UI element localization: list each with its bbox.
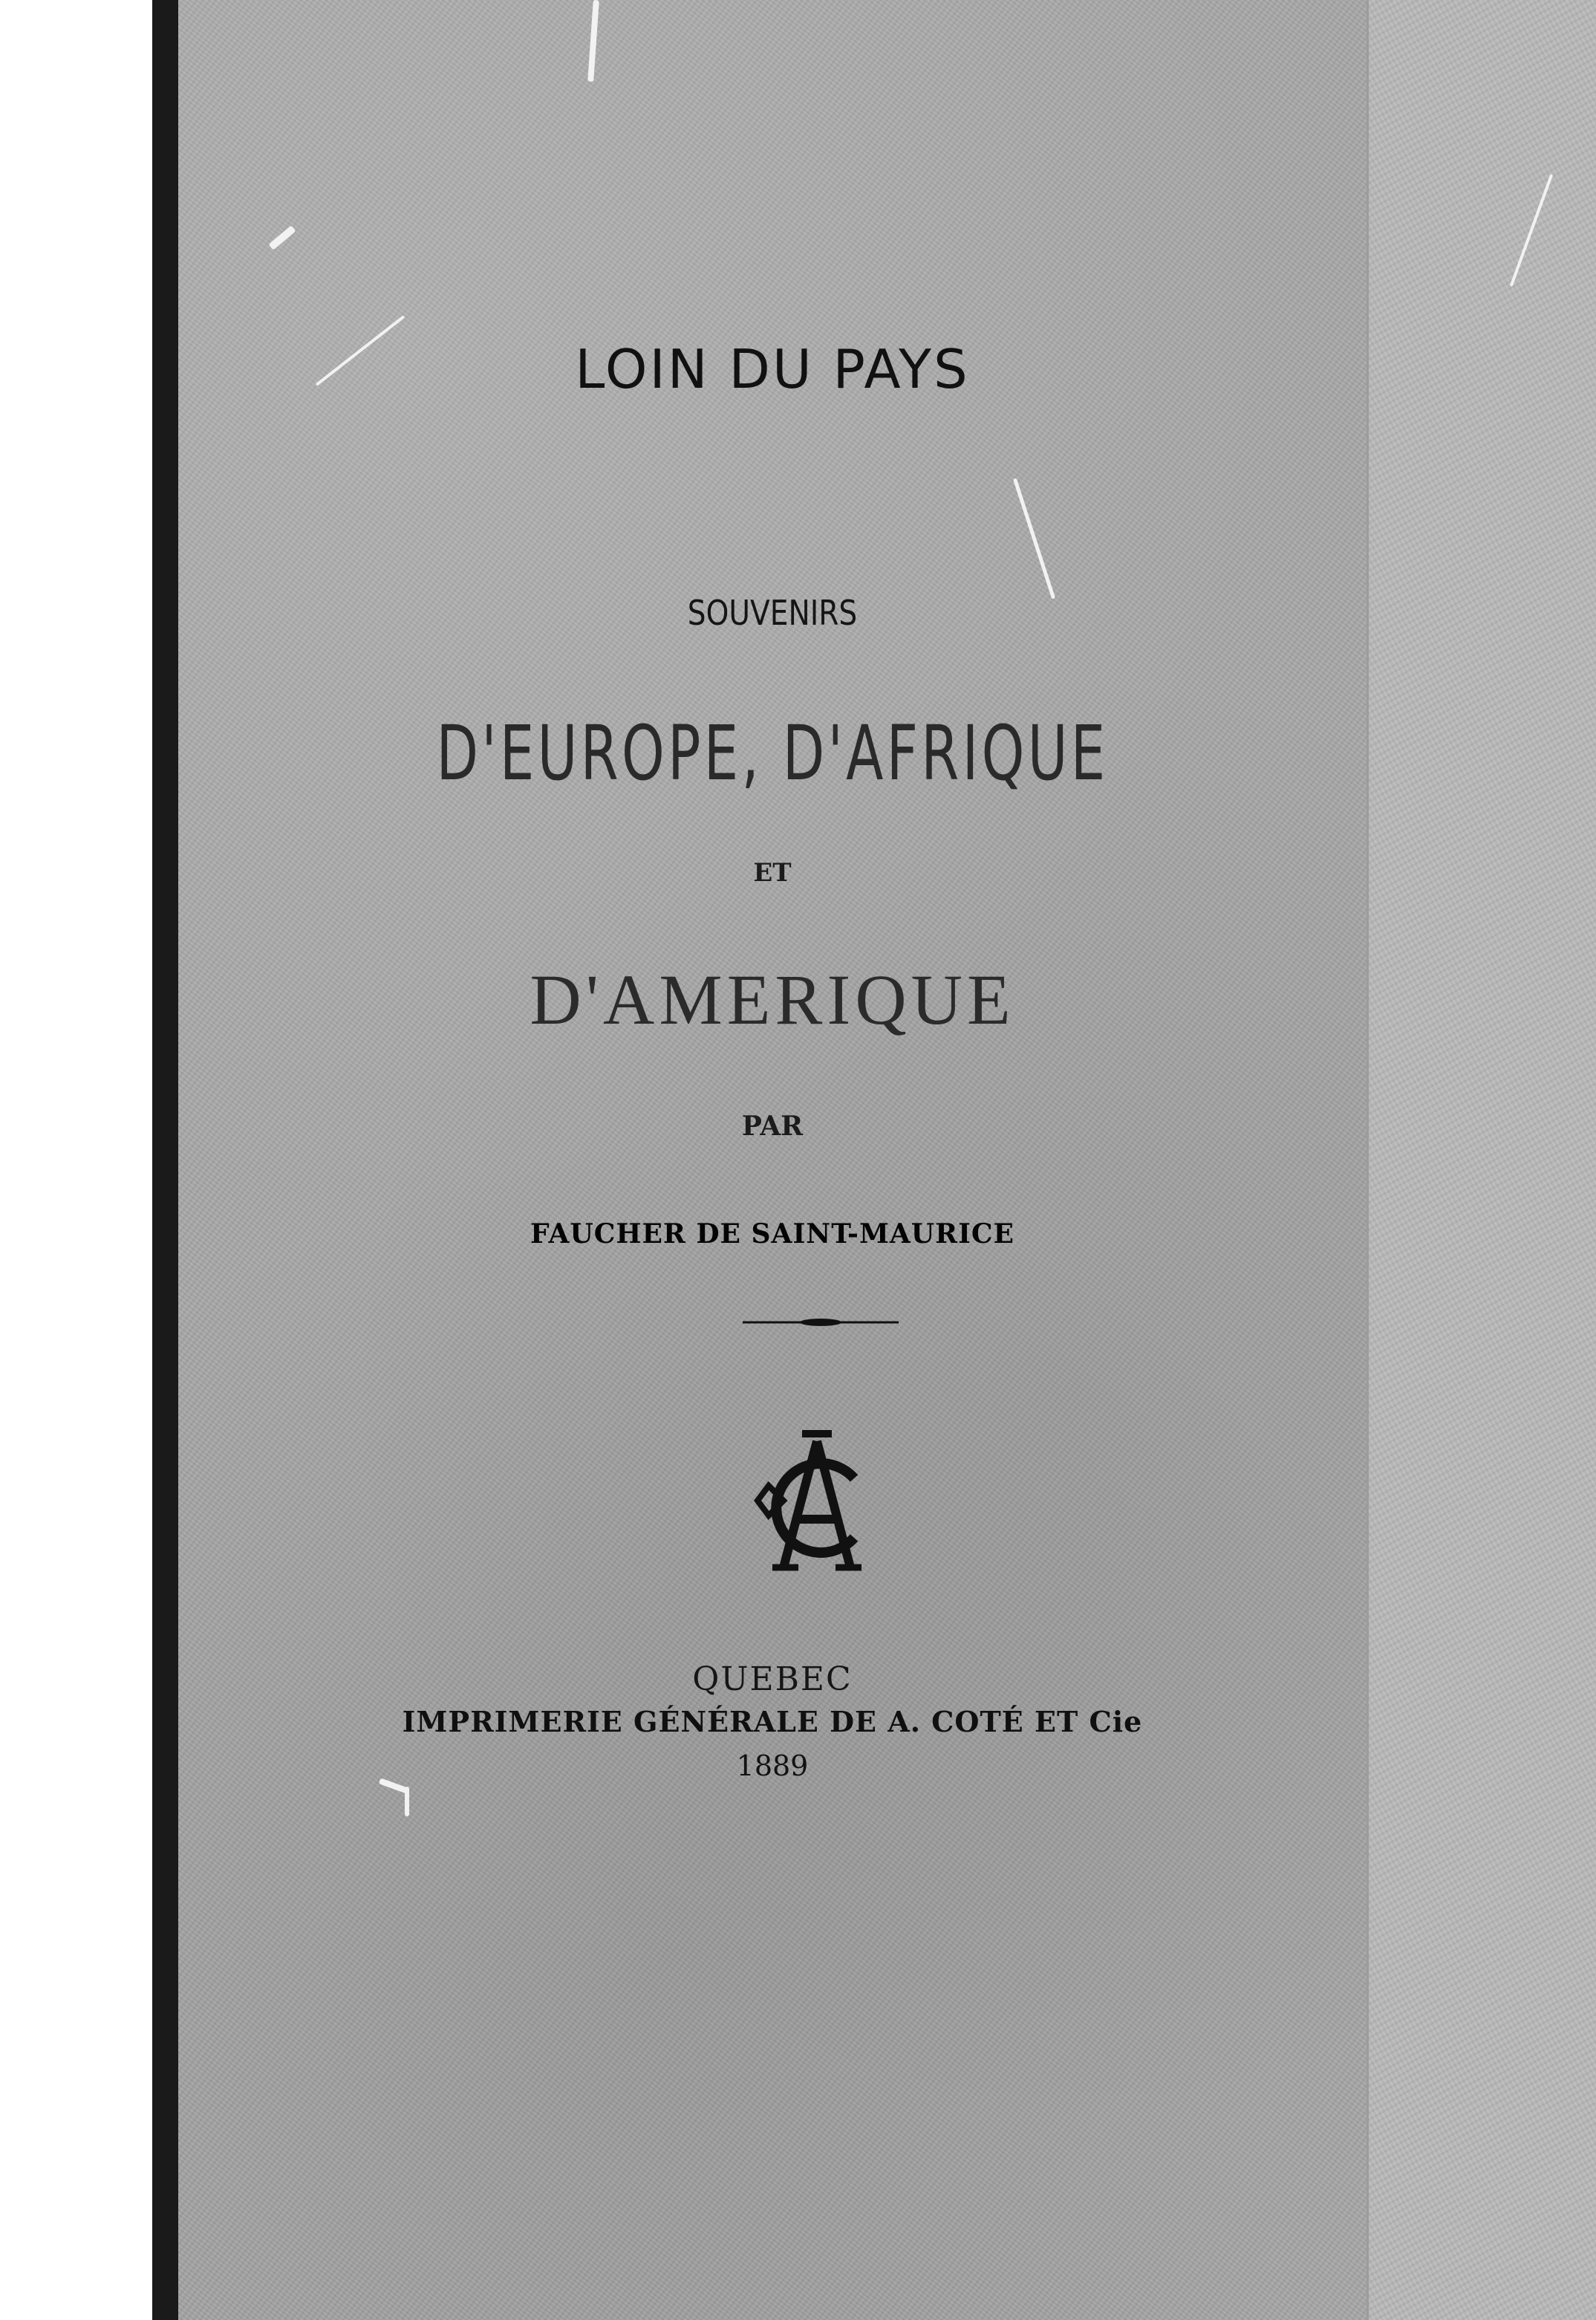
by-line: PAR bbox=[741, 1111, 804, 1142]
subtitle-conjunction: ET bbox=[753, 858, 792, 888]
subtitle-europe-afrique: D'EUROPE, D'AFRIQUE bbox=[436, 709, 1109, 798]
imprint-city: QUEBEC bbox=[692, 1660, 853, 1698]
subtitle-amerique: D'AMERIQUE bbox=[530, 960, 1015, 1039]
binding-edge bbox=[152, 0, 182, 2320]
scan-scratch bbox=[405, 1787, 409, 1816]
book-title: LOIN DU PAYS bbox=[575, 338, 970, 400]
monogram-ac-icon bbox=[743, 1426, 891, 1582]
subtitle-souvenirs: SOUVENIRS bbox=[687, 593, 858, 633]
imprint-printer: IMPRIMERIE GÉNÉRALE DE A. COTÉ ET Cie bbox=[402, 1705, 1143, 1738]
imprint-year: 1889 bbox=[736, 1749, 809, 1782]
author-name: FAUCHER DE SAINT-MAURICE bbox=[530, 1218, 1014, 1250]
page-edge bbox=[1367, 0, 1596, 2320]
ornamental-rule bbox=[743, 1315, 899, 1330]
